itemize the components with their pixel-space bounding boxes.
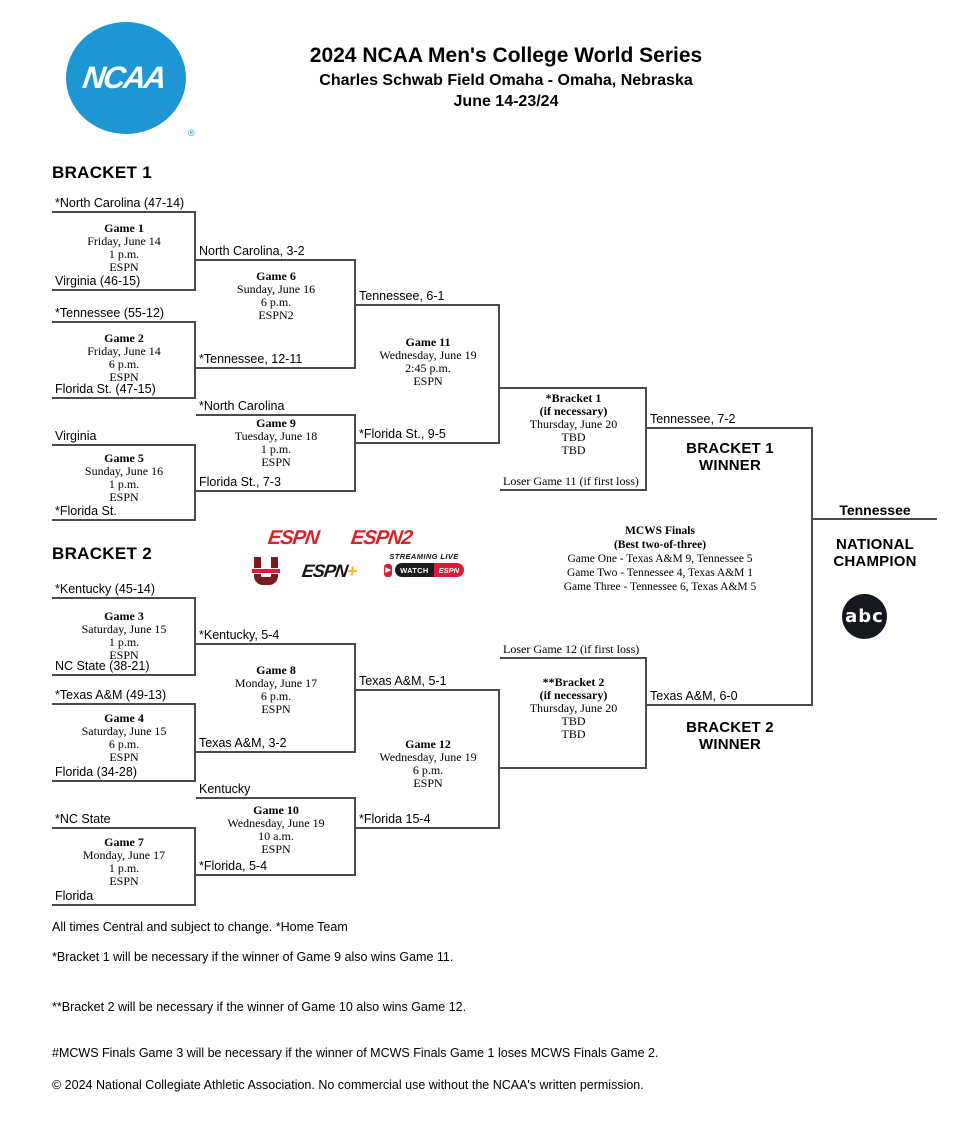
slot-b2-g4-top: *Texas A&M (49-13) [52, 686, 196, 705]
bracket1-heading: BRACKET 1 [52, 163, 152, 182]
connector-line [645, 387, 647, 491]
slot-b2-winner: Texas A&M, 6-0 [647, 687, 813, 706]
slot-b2-g12-top: Texas A&M, 5-1 [356, 672, 500, 691]
slot-b2-g12-bottom: *Florida 15-4 [356, 810, 500, 829]
slot-b1-g9-bottom: Florida St., 7-3 [196, 473, 356, 492]
connector-line [194, 211, 196, 291]
connector-line [645, 657, 647, 769]
slot-b2-if-top: Loser Game 12 (if first loss) [500, 640, 647, 659]
connector-line [500, 387, 647, 389]
connector-line [354, 797, 356, 876]
abc-logo-text: abc [845, 606, 884, 627]
plus-sign: + [345, 561, 359, 581]
connector-line [354, 259, 356, 369]
game6-info: Game 6 Sunday, June 16 6 p.m. ESPN2 [236, 269, 316, 322]
slot-b1-g5-top: Virginia [52, 427, 196, 446]
connector-line [194, 321, 196, 399]
slot-b1-g2-bottom: Florida St. (47-15) [52, 380, 196, 399]
slot-b2-g10-bottom: *Florida, 5-4 [196, 857, 356, 876]
ncaa-logo-text: NCAA [80, 60, 168, 95]
watch-espn-pill [384, 563, 464, 577]
bracket2-if-necessary-info: **Bracket 2 (if necessary) Thursday, June 20 TBD TBD [529, 675, 618, 741]
streaming-live-label: STREAMING LIVE [389, 552, 459, 561]
slot-b2-g4-bottom: Florida (34-28) [52, 763, 196, 782]
bracket1-winner-label: BRACKET 1 WINNER [686, 440, 774, 474]
footnote-times: All times Central and subject to change. *Home Team [52, 920, 348, 934]
abc-logo [842, 594, 887, 639]
slot-b1-g11-top: Tennessee, 6-1 [356, 287, 500, 306]
game5-info: Game 5 Sunday, June 16 1 p.m. ESPN [84, 451, 164, 504]
espnu-logo [253, 557, 279, 586]
footnote-mcws-game3: #MCWS Finals Game 3 will be necessary if the winner of MCWS Finals Game 1 loses MCWS Finals Game 2. [52, 1046, 659, 1060]
connector-line [354, 414, 356, 492]
espn2-logo: ESPN2 [349, 527, 414, 549]
connector-line [498, 304, 500, 444]
watch-espn-badge [384, 552, 464, 577]
mcws-finals-results: MCWS Finals (Best two-of-three) Game One - Texas A&M 9, Tennessee 5 Game Two - Tennessee 4, Texas A&M 1 Game Three - Tennessee 6, Texas A&M 5 [563, 525, 757, 593]
connector-line [194, 703, 196, 782]
connector-line [194, 597, 196, 676]
espnu-band [251, 568, 281, 574]
national-champion-label: NATIONAL CHAMPION [833, 536, 917, 570]
slot-b1-g9-top: *North Carolina [196, 397, 356, 416]
page-title: 2024 NCAA Men's College World Series [309, 44, 703, 67]
slot-b1-g1-bottom: Virginia (46-15) [52, 272, 196, 291]
connector-line [194, 444, 196, 521]
venue-subtitle: Charles Schwab Field Omaha - Omaha, Nebraska [319, 72, 693, 89]
dates-subtitle: June 14-23/24 [453, 93, 559, 110]
footnote-bracket2: **Bracket 2 will be necessary if the winner of Game 10 also wins Game 12. [52, 1000, 467, 1014]
slot-b2-g8-bottom: Texas A&M, 3-2 [196, 734, 356, 753]
game7-info: Game 7 Monday, June 17 1 p.m. ESPN [82, 835, 166, 888]
header [200, 44, 812, 111]
slot-b2-g7-bottom: Florida [52, 887, 196, 906]
espn-logo: ESPN [266, 527, 321, 549]
slot-b2-g10-top: Kentucky [196, 780, 356, 799]
slot-b2-g3-bottom: NC State (38-21) [52, 657, 196, 676]
bracket2-winner-label: BRACKET 2 WINNER [686, 719, 774, 753]
slot-b2-g3-top: *Kentucky (45-14) [52, 580, 196, 599]
slot-b2-g7-top: *NC State [52, 810, 196, 829]
game4-info: Game 4 Saturday, June 15 6 p.m. ESPN [81, 711, 167, 764]
watch-label: WATCH [395, 563, 433, 577]
slot-b1-g6-top: North Carolina, 3-2 [196, 242, 356, 261]
footnote-copyright: © 2024 National Collegiate Athletic Association. No commercial use without the NCAA's written permission. [52, 1078, 644, 1092]
connector-line [498, 689, 500, 829]
game11-info: Game 11 Wednesday, June 19 2:45 p.m. ESPN [379, 335, 477, 388]
slot-b1-g2-top: *Tennessee (55-12) [52, 304, 196, 323]
bracket2-heading: BRACKET 2 [52, 544, 152, 563]
bracket1-if-necessary-info: *Bracket 1 (if necessary) Thursday, June 20 TBD TBD [529, 391, 618, 457]
footnote-bracket1: *Bracket 1 will be necessary if the winner of Game 9 also wins Game 11. [52, 950, 454, 964]
play-badge-icon: ▶ [384, 564, 392, 577]
game8-info: Game 8 Monday, June 17 6 p.m. ESPN [234, 663, 318, 716]
slot-b1-g6-bottom: *Tennessee, 12-11 [196, 350, 356, 369]
connector-line [500, 767, 647, 769]
game12-info: Game 12 Wednesday, June 19 6 p.m. ESPN [379, 737, 477, 790]
espn-plus-logo [301, 561, 358, 582]
slot-b1-g5-bottom: *Florida St. [52, 502, 196, 521]
connector-line [354, 643, 356, 753]
connector-line [194, 827, 196, 906]
slot-b1-g11-bottom: *Florida St., 9-5 [356, 425, 500, 444]
game1-info: Game 1 Friday, June 14 1 p.m. ESPN [87, 221, 161, 274]
game3-info: Game 3 Saturday, June 15 1 p.m. ESPN [81, 609, 167, 662]
watch-espn-label: ESPN [434, 563, 464, 577]
registered-mark: ® [188, 128, 195, 138]
slot-b1-if-bottom: Loser Game 11 (if first loss) [500, 472, 647, 491]
game10-info: Game 10 Wednesday, June 19 10 a.m. ESPN [227, 803, 325, 856]
espn-plus-text: ESPN [300, 561, 349, 581]
slot-b2-g8-top: *Kentucky, 5-4 [196, 626, 356, 645]
slot-b1-winner: Tennessee, 7-2 [647, 410, 813, 429]
game9-info: Game 9 Tuesday, June 18 1 p.m. ESPN [234, 416, 318, 469]
ncaa-logo [66, 22, 186, 134]
slot-national-champion: Tennessee [813, 501, 937, 520]
game2-info: Game 2 Friday, June 14 6 p.m. ESPN [87, 331, 161, 384]
slot-b1-g1-top: *North Carolina (47-14) [52, 194, 196, 213]
